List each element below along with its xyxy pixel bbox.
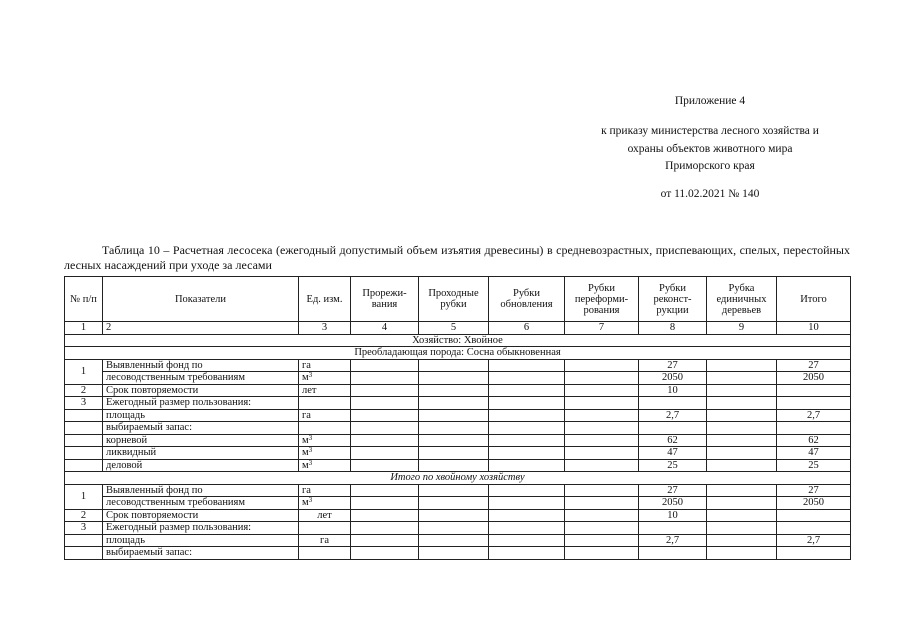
empty-cell [489,522,565,535]
appendix-ministry-line: охраны объектов животного мира [627,143,793,155]
table-row [65,509,851,522]
total-cell: 27 [777,359,851,372]
empty-cell [351,372,419,385]
unit-superscript: 3 [308,371,313,379]
empty-cell [565,547,639,560]
empty-cell [777,422,851,435]
empty-cell [419,547,489,560]
indicator-label: площадь [103,409,299,422]
unit-cell: лет [299,384,351,397]
empty-cell [565,359,639,372]
empty-cell [419,384,489,397]
empty-cell [299,422,351,435]
column-number: 7 [565,322,639,335]
header-cell: Ед. изм. [299,277,351,322]
unit-cell: га [299,359,351,372]
empty-cell [65,547,103,560]
unit-text: м [302,434,309,446]
empty-cell [351,547,419,560]
total-cell: 2,7 [777,409,851,422]
column-number: 6 [489,322,565,335]
appendix-order-line: к приказу министерства лесного хозяйства и [601,125,819,137]
empty-cell [419,434,489,447]
indicator-label: корневой [103,434,299,447]
empty-cell [351,509,419,522]
header-row [65,277,851,322]
empty-cell [639,522,707,535]
empty-cell [565,459,639,472]
empty-cell [777,384,851,397]
value-cell: 27 [639,359,707,372]
empty-cell [419,534,489,547]
empty-cell [351,434,419,447]
empty-cell [351,497,419,510]
empty-cell [419,447,489,460]
column-number: 5 [419,322,489,335]
value-cell: 25 [639,459,707,472]
empty-cell [489,397,565,410]
empty-cell [565,509,639,522]
indicator-label: Срок повторяемости [103,384,299,397]
empty-cell [65,447,103,460]
empty-cell [639,397,707,410]
unit-superscript: 3 [308,496,313,504]
header-cell: № п/п [65,277,103,322]
empty-cell [565,534,639,547]
section-title: Итого по хвойному хозяйству [65,472,851,485]
empty-cell [707,497,777,510]
empty-cell [565,422,639,435]
empty-cell [351,422,419,435]
empty-cell [489,484,565,497]
value-cell: 47 [639,447,707,460]
header-cell: Итого [777,277,851,322]
table-caption: Таблица 10 – Расчетная лесосека (ежегодный допустимый объем изъятия древесины) в средневозрастных, приспевающих, спелых, перестойных лесных насаждений при уходе за лесами [64,243,850,272]
unit-cell [299,372,351,385]
empty-cell [299,547,351,560]
total-cell: 62 [777,434,851,447]
unit-text: м [302,372,309,383]
unit-cell: га [299,484,351,497]
unit-cell: лет [299,509,351,522]
empty-cell [65,409,103,422]
indicator-label: лесоводственным требованиям [103,497,299,510]
empty-cell [707,409,777,422]
empty-cell [419,409,489,422]
empty-cell [707,547,777,560]
empty-cell [419,484,489,497]
indicator-label: выбираемый запас: [103,422,299,435]
empty-cell [707,459,777,472]
empty-cell [707,434,777,447]
empty-cell [489,359,565,372]
column-number: 1 [65,322,103,335]
empty-cell [489,434,565,447]
empty-cell [65,459,103,472]
table-row [65,522,851,535]
unit-cell [299,497,351,510]
empty-cell [299,522,351,535]
table-row [65,547,851,560]
indicator-label: Срок повторяемости [103,509,299,522]
total-cell: 47 [777,447,851,460]
empty-cell [707,447,777,460]
column-number: 9 [707,322,777,335]
empty-cell [707,522,777,535]
empty-cell [351,447,419,460]
header-cell: Показатели [103,277,299,322]
table-row [65,484,851,497]
value-cell: 10 [639,384,707,397]
empty-cell [707,484,777,497]
total-cell: 27 [777,484,851,497]
empty-cell [351,484,419,497]
value-cell: 2,7 [639,534,707,547]
table-row [65,534,851,547]
indicator-label: выбираемый запас: [103,547,299,560]
value-cell: 2050 [639,497,707,510]
empty-cell [777,509,851,522]
column-number: 4 [351,322,419,335]
cutting-area-table [64,276,851,560]
row-number: 2 [65,509,103,522]
unit-cell: га [299,534,351,547]
empty-cell [489,534,565,547]
table-row [65,397,851,410]
section-row [65,347,851,360]
empty-cell [351,397,419,410]
table-row [65,447,851,460]
empty-cell [489,384,565,397]
empty-cell [489,497,565,510]
unit-superscript: 3 [308,434,313,442]
unit-cell [299,447,351,460]
column-number-row [65,322,851,335]
section-title: Хозяйство: Хвойное [65,334,851,347]
empty-cell [565,372,639,385]
empty-cell [489,509,565,522]
row-number: 3 [65,522,103,535]
column-number: 8 [639,322,707,335]
empty-cell [419,459,489,472]
empty-cell [565,522,639,535]
row-number: 1 [65,484,103,509]
empty-cell [489,447,565,460]
row-number: 2 [65,384,103,397]
section-row [65,334,851,347]
empty-cell [565,397,639,410]
column-number: 10 [777,322,851,335]
empty-cell [489,372,565,385]
unit-text: м [302,497,309,508]
empty-cell [707,359,777,372]
empty-cell [299,397,351,410]
appendix-title: Приложение 4 [674,95,746,107]
indicator-label: ликвидный [103,447,299,460]
header-cell: Рубки обновления [489,277,565,322]
indicator-label: Ежегодный размер пользования: [103,397,299,410]
total-cell: 2050 [777,372,851,385]
value-cell: 2,7 [639,409,707,422]
table-row [65,422,851,435]
empty-cell [565,497,639,510]
empty-cell [419,359,489,372]
table-row [65,359,851,372]
empty-cell [419,397,489,410]
unit-text: м [302,447,309,458]
empty-cell [777,522,851,535]
header-cell: Рубки переформи-рования [565,277,639,322]
empty-cell [707,384,777,397]
empty-cell [419,509,489,522]
indicator-label: площадь [103,534,299,547]
unit-superscript: 3 [308,446,313,454]
empty-cell [565,384,639,397]
indicator-label: Ежегодный размер пользования: [103,522,299,535]
empty-cell [419,497,489,510]
unit-cell: га [299,409,351,422]
empty-cell [351,409,419,422]
empty-cell [419,372,489,385]
unit-cell [299,459,351,472]
empty-cell [707,509,777,522]
empty-cell [65,534,103,547]
value-cell: 62 [639,434,707,447]
table-row [65,434,851,447]
empty-cell [489,409,565,422]
empty-cell [639,547,707,560]
section-subtitle: Преобладающая порода: Сосна обыкновенная [65,347,851,360]
unit-superscript: 3 [308,459,313,467]
appendix-date-line: от 11.02.2021 № 140 [660,188,760,200]
header-cell: Проходные рубки [419,277,489,322]
value-cell: 2050 [639,372,707,385]
column-number: 2 [103,322,299,335]
empty-cell [489,459,565,472]
table-row [65,384,851,397]
total-cell: 2050 [777,497,851,510]
appendix-region-line: Приморского края [665,160,755,172]
empty-cell [419,522,489,535]
header-cell: Прорежи-вания [351,277,419,322]
empty-cell [351,384,419,397]
column-number: 3 [299,322,351,335]
empty-cell [419,422,489,435]
indicator-label: деловой [103,459,299,472]
indicator-label: Выявленный фонд по [103,359,299,372]
value-cell: 27 [639,484,707,497]
empty-cell [707,422,777,435]
empty-cell [565,484,639,497]
empty-cell [65,422,103,435]
section-row [65,472,851,485]
empty-cell [565,434,639,447]
row-number: 1 [65,359,103,384]
empty-cell [707,397,777,410]
table-row [65,372,851,385]
empty-cell [489,547,565,560]
table-row [65,409,851,422]
table-row [65,459,851,472]
total-cell: 25 [777,459,851,472]
unit-cell [299,434,351,447]
empty-cell [65,434,103,447]
header-cell: Рубка единичных деревьев [707,277,777,322]
indicator-label: Выявленный фонд по [103,484,299,497]
table-row [65,497,851,510]
empty-cell [777,397,851,410]
value-cell: 10 [639,509,707,522]
empty-cell [351,359,419,372]
row-number: 3 [65,397,103,410]
empty-cell [489,422,565,435]
empty-cell [707,372,777,385]
empty-cell [351,459,419,472]
indicator-label: лесоводственным требованиям [103,372,299,385]
unit-text: м [302,459,309,471]
empty-cell [777,547,851,560]
empty-cell [565,447,639,460]
header-cell: Рубки реконст-рукции [639,277,707,322]
empty-cell [639,422,707,435]
empty-cell [707,534,777,547]
empty-cell [565,409,639,422]
empty-cell [351,522,419,535]
empty-cell [351,534,419,547]
total-cell: 2,7 [777,534,851,547]
